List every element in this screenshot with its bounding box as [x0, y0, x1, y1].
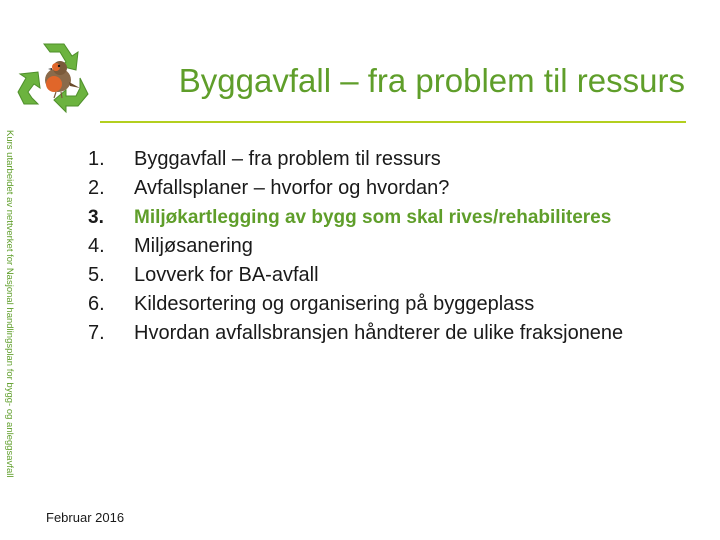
agenda-item-text: Hvordan avfallsbransjen håndterer de ulike fraksjonene — [134, 322, 624, 344]
agenda-list — [88, 147, 688, 350]
agenda-item-number: 6. — [88, 293, 105, 315]
agenda-item-number: 5. — [88, 264, 105, 286]
agenda-item-text: Lovverk for BA-avfall — [134, 264, 319, 286]
agenda-item-text: Miljøkartlegging av bygg som skal rives/rehabiliteres — [134, 207, 612, 228]
agenda-item-number: 1. — [88, 148, 105, 170]
agenda-item-2 — [88, 176, 688, 201]
agenda-item-text: Byggavfall – fra problem til ressurs — [134, 148, 441, 170]
recycle-robin-logo-icon — [14, 34, 96, 114]
agenda-item-text: Miljøsanering — [134, 235, 253, 257]
agenda-item-number: 7. — [88, 322, 105, 344]
page-title: Byggavfall – fra problem til ressurs — [178, 62, 685, 99]
agenda-item-7 — [88, 321, 688, 346]
agenda-item-number: 4. — [88, 235, 105, 257]
title-divider — [100, 121, 686, 123]
sidebar-credit-text: Kurs utarbeidet av nettverket for Nasjonal handlingsplan for bygg- og anleggsavfall — [4, 130, 15, 478]
agenda-item-6 — [88, 292, 688, 317]
agenda-item-text: Kildesortering og organisering på byggeplass — [134, 293, 535, 315]
footer-date: Februar 2016 — [46, 510, 125, 525]
agenda-item-3 — [88, 205, 688, 230]
agenda-item-5 — [88, 263, 688, 288]
agenda-item-number: 3. — [88, 207, 104, 228]
agenda-item-text: Avfallsplaner – hvorfor og hvordan? — [134, 177, 450, 199]
agenda-item-number: 2. — [88, 177, 105, 199]
agenda-item-4 — [88, 234, 688, 259]
agenda-item-1 — [88, 147, 688, 172]
